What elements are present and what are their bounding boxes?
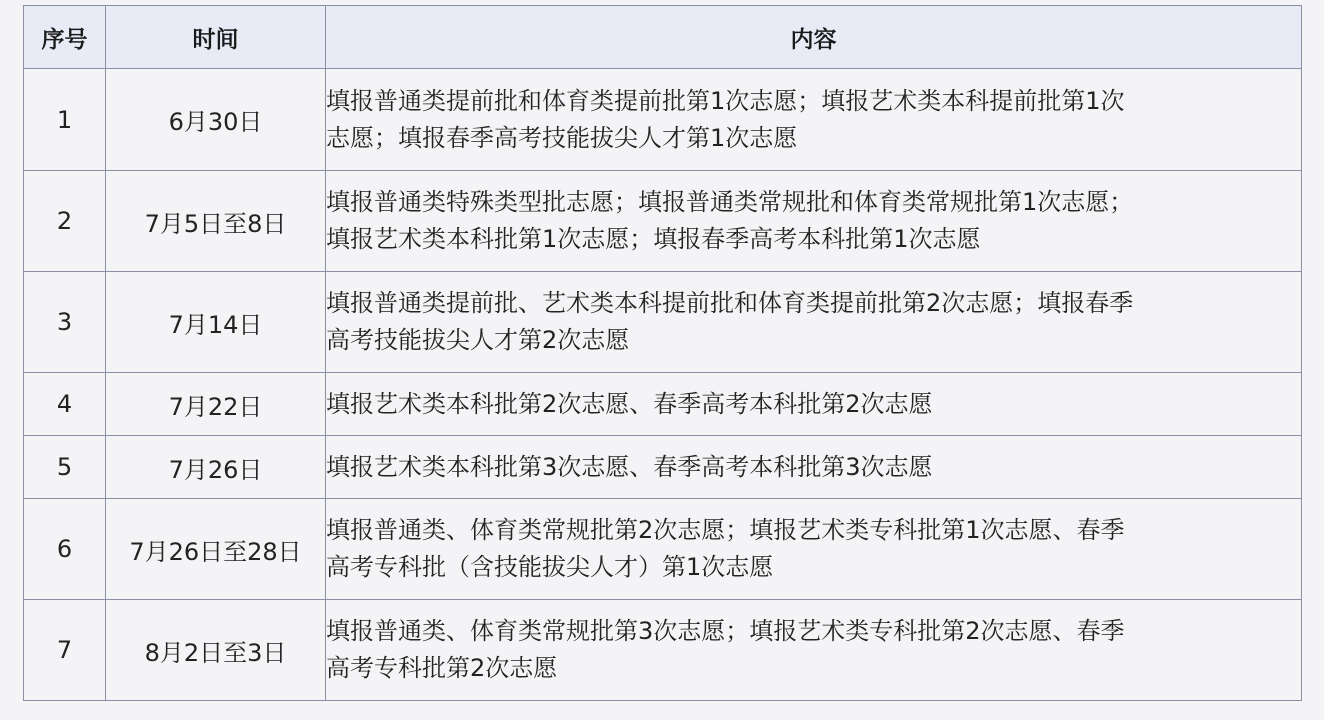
table-row (24, 600, 1302, 701)
row-content-line: 高考专科批第2次志愿 (326, 654, 558, 682)
row-content-line: 填报艺术类本科批第2次志愿、春季高考本科批第2次志愿 (326, 389, 933, 418)
row-date: 8月2日至3日 (106, 600, 326, 701)
row-content (326, 373, 1302, 436)
table-row (24, 272, 1302, 373)
row-content-line: 填报普通类、体育类常规批第2次志愿；填报艺术类专科批第1次志愿、春季 (326, 516, 1125, 544)
row-content-line: 高考专科批（含技能拔尖人才）第1次志愿 (326, 553, 774, 581)
row-date: 7月14日 (106, 272, 326, 373)
row-content-line: 填报艺术类本科批第1次志愿；填报春季高考本科批第1次志愿 (326, 225, 981, 253)
table-row (24, 171, 1302, 272)
header-date: 时间 (106, 6, 326, 69)
row-date: 7月26日 (106, 436, 326, 499)
row-content (326, 69, 1302, 171)
row-num: 5 (24, 436, 106, 499)
row-date: 7月5日至8日 (106, 171, 326, 272)
row-content (326, 171, 1302, 272)
row-date: 6月30日 (106, 69, 326, 171)
row-content-line: 填报普通类、体育类常规批第3次志愿；填报艺术类专科批第2次志愿、春季 (326, 617, 1125, 645)
row-num: 3 (24, 272, 106, 373)
row-content (326, 600, 1302, 701)
header-num: 序号 (24, 6, 106, 69)
table-row (24, 436, 1302, 499)
row-content-line: 填报普通类提前批、艺术类本科提前批和体育类提前批第2次志愿；填报春季 (326, 289, 1134, 317)
row-num: 2 (24, 171, 106, 272)
row-content-line: 高考技能拔尖人才第2次志愿 (326, 326, 630, 354)
row-content (326, 499, 1302, 600)
row-num: 7 (24, 600, 106, 701)
row-content (326, 436, 1302, 499)
row-num: 4 (24, 373, 106, 436)
row-content (326, 272, 1302, 373)
row-num: 1 (24, 69, 106, 171)
table-row (24, 69, 1302, 171)
row-content-line: 填报普通类特殊类型批志愿；填报普通类常规批和体育类常规批第1次志愿； (326, 188, 1134, 216)
table-header-row (24, 6, 1302, 69)
row-date: 7月22日 (106, 373, 326, 436)
row-content-line: 志愿；填报春季高考技能拔尖人才第1次志愿 (326, 123, 798, 152)
row-num: 6 (24, 499, 106, 600)
schedule-table (23, 5, 1302, 701)
row-date: 7月26日至28日 (106, 499, 326, 600)
row-content-line: 填报普通类提前批和体育类提前批第1次志愿；填报艺术类本科提前批第1次 (326, 86, 1125, 115)
table-row (24, 373, 1302, 436)
row-content-line: 填报艺术类本科批第3次志愿、春季高考本科批第3次志愿 (326, 452, 933, 481)
table-row (24, 499, 1302, 600)
header-content: 内容 (326, 6, 1302, 69)
